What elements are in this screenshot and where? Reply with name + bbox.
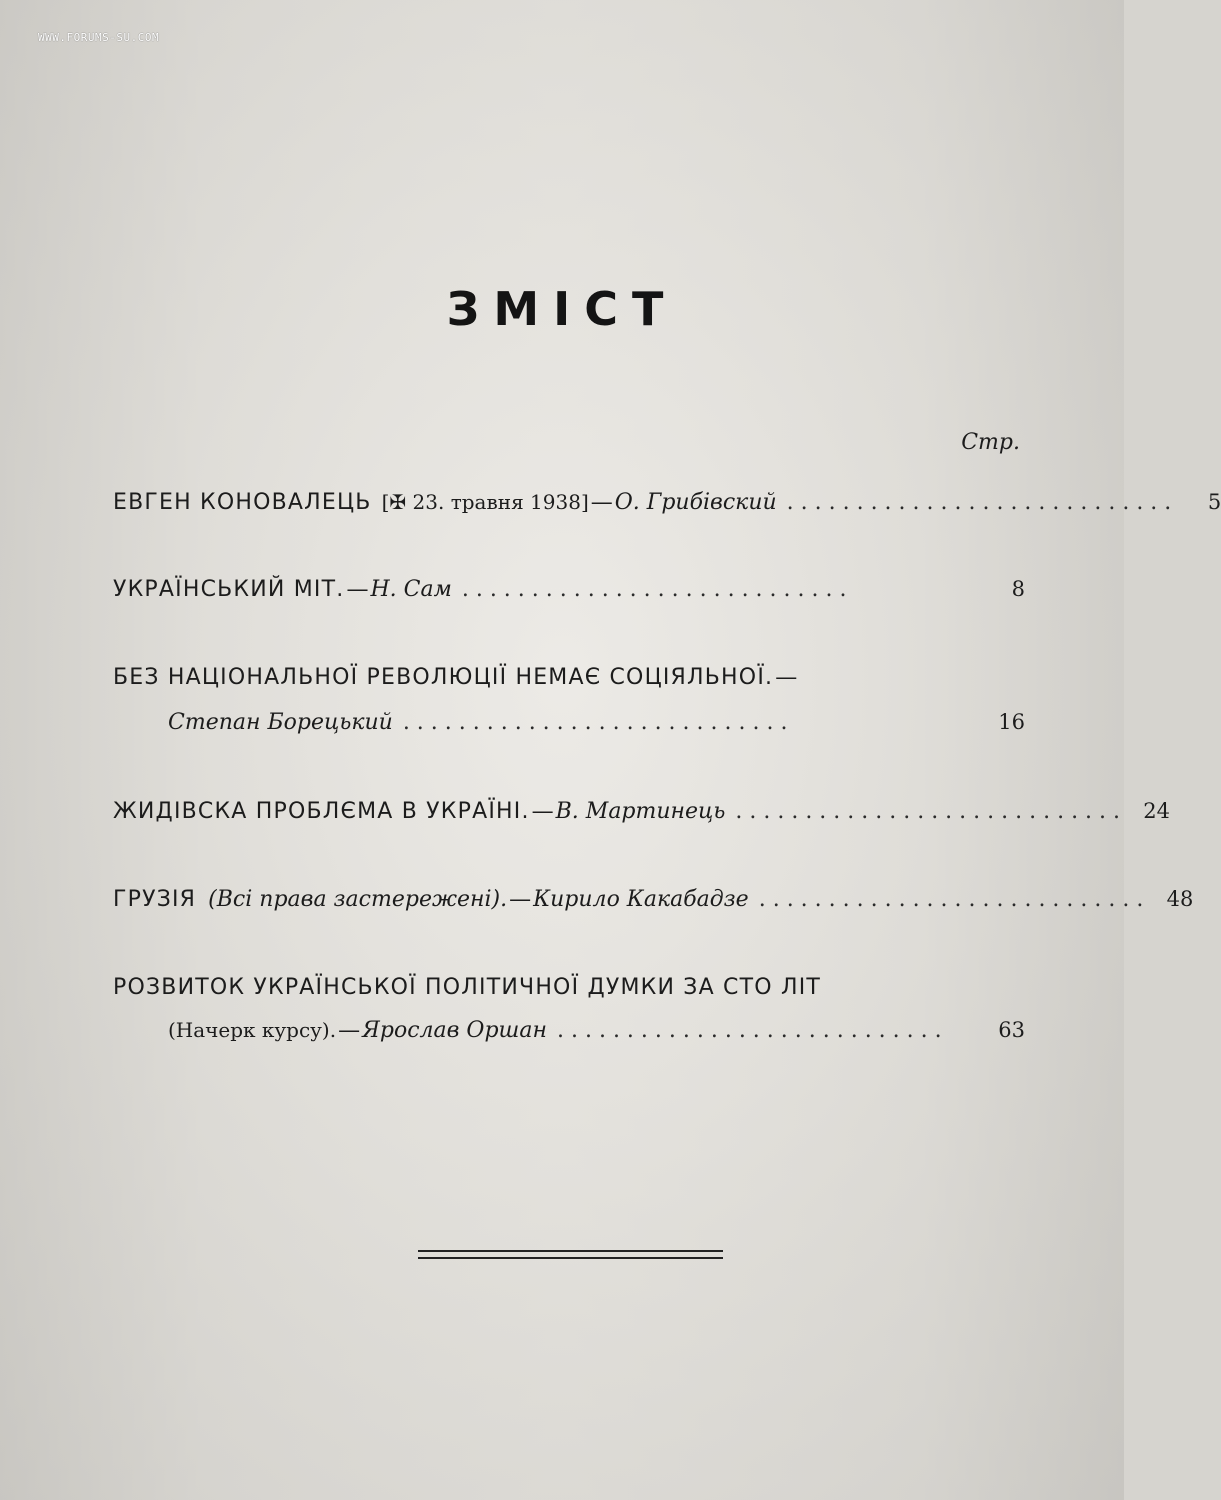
entry-dash: — bbox=[338, 1018, 361, 1043]
page-column-header: Стр. bbox=[961, 430, 1020, 455]
toc-entry-5 bbox=[113, 887, 1194, 921]
toc-entry-6-continuation bbox=[168, 1018, 1025, 1052]
entry-author: Степан Борецький bbox=[168, 710, 393, 735]
entry-page-number: 48 bbox=[1166, 887, 1194, 911]
entry-dash: — bbox=[775, 665, 798, 690]
entry-author: Кирило Какабадзе bbox=[533, 887, 749, 912]
entry-title: ГРУЗІЯ bbox=[113, 887, 197, 912]
entry-title: БЕЗ НАЦІОНАЛЬНОЇ РЕВОЛЮЦІЇ НЕМАЄ СОЦІЯЛЬНОЇ. bbox=[113, 665, 774, 690]
dot-leader: . . . . . . . . . . . . . . . . . . . . . . . . . . . . bbox=[758, 887, 1144, 912]
entry-dash: — bbox=[346, 577, 369, 602]
entry-page-number: 5 bbox=[1207, 490, 1221, 514]
toc-entry-4 bbox=[113, 799, 1171, 833]
entry-subtitle: (Начерк курсу). bbox=[168, 1018, 337, 1042]
closing-rule-top bbox=[418, 1250, 723, 1252]
entry-page-number: 63 bbox=[998, 1018, 1025, 1042]
entry-author: Н. Сам bbox=[370, 577, 452, 602]
dot-leader: . . . . . . . . . . . . . . . . . . . . . . . . . . . . bbox=[461, 577, 847, 602]
toc-entry-1 bbox=[113, 490, 1221, 524]
entry-page-number: 8 bbox=[1011, 577, 1025, 601]
page-title: ЗМІСТ bbox=[446, 282, 678, 336]
entry-title: РОЗВИТОК УКРАЇНСЬКОЇ ПОЛІТИЧНОЇ ДУМКИ ЗА СТО ЛІТ bbox=[113, 975, 822, 1000]
toc-entry-3 bbox=[113, 665, 1025, 699]
toc-entry-3-continuation bbox=[168, 710, 1025, 744]
dot-leader: . . . . . . . . . . . . . . . . . . . . . . . . . . . . bbox=[786, 490, 1172, 515]
dot-leader: . . . . . . . . . . . . . . . . . . . . . . . . . . . . bbox=[735, 799, 1121, 824]
toc-entry-2 bbox=[113, 577, 1025, 611]
toc-entry-6 bbox=[113, 975, 1025, 1009]
entry-author: В. Мартинець bbox=[555, 799, 726, 824]
entry-title: УКРАЇНСЬКИЙ МІТ. bbox=[113, 577, 345, 602]
entry-subtitle: (Всі права застережені). bbox=[208, 887, 508, 912]
entry-author: О. Грибівский bbox=[614, 490, 777, 515]
entry-author: Ярослав Оршан bbox=[362, 1018, 547, 1043]
entry-subtitle: [✠ 23. травня 1938] bbox=[381, 490, 589, 514]
entry-page-number: 24 bbox=[1143, 799, 1171, 823]
entry-dash: — bbox=[531, 799, 554, 824]
dot-leader: . . . . . . . . . . . . . . . . . . . . . . . . . . . . bbox=[402, 710, 788, 735]
watermark: WWW.FORUMS-SU.COM bbox=[38, 31, 160, 44]
entry-dash: — bbox=[509, 887, 532, 912]
entry-dash: — bbox=[590, 490, 613, 515]
entry-page-number: 16 bbox=[998, 710, 1025, 734]
closing-rule-bottom bbox=[418, 1257, 723, 1259]
dot-leader: . . . . . . . . . . . . . . . . . . . . . . . . . . . . bbox=[557, 1018, 942, 1043]
entry-title: ЕВГЕН КОНОВАЛЕЦЬ bbox=[113, 490, 372, 515]
entry-title: ЖИДІВСКА ПРОБЛЄМА В УКРАЇНІ. bbox=[113, 799, 530, 824]
